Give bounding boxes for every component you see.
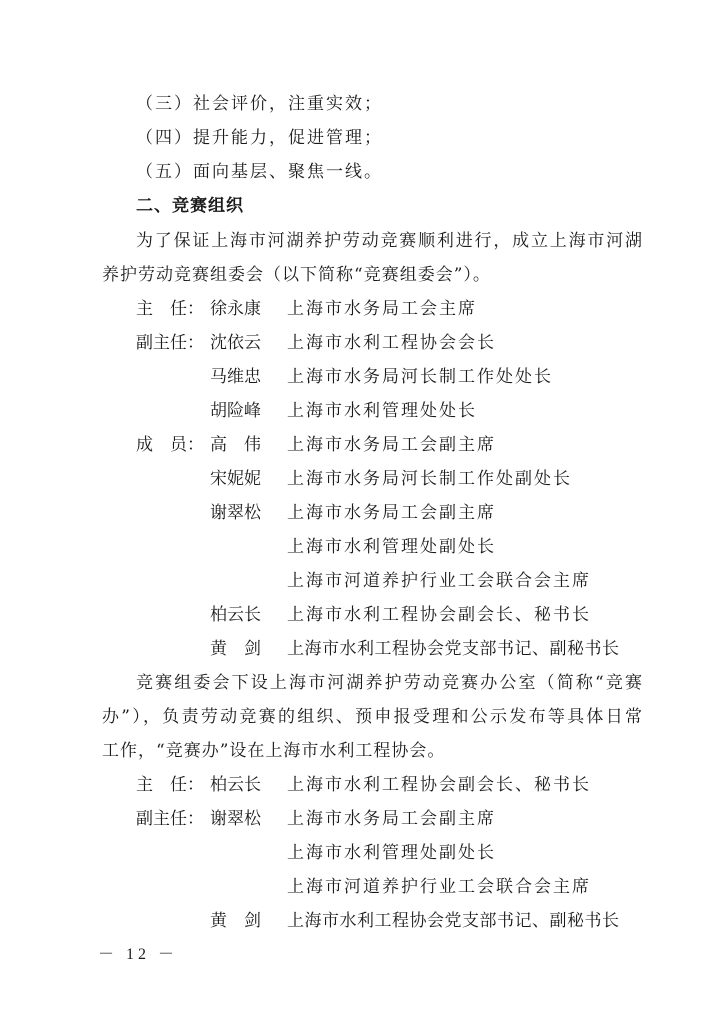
committee-deputy-title: 上海市水利管理处处长 bbox=[287, 401, 477, 421]
principle-three: （三）社会评价，注重实效； bbox=[136, 94, 383, 114]
committee-deputy-role: 副主任： bbox=[136, 333, 204, 353]
committee-member-title: 上海市水务局工会副主席 bbox=[287, 435, 496, 455]
office-deputy-name: 谢翠松 bbox=[210, 809, 261, 829]
committee-member-title: 上海市水务局河长制工作处副处长 bbox=[287, 469, 572, 489]
paragraph2-line2: 办”），负责劳动竞赛的组织、预申报受理和公示发布等具体日常 bbox=[102, 707, 642, 727]
committee-member-title: 上海市水务局工会副主席 bbox=[287, 503, 496, 523]
principle-five: （五）面向基层、聚焦一线。 bbox=[136, 162, 383, 182]
office-deputy-title: 上海市水利工程协会党支部书记、副秘书长 bbox=[287, 911, 620, 931]
committee-member-title: 上海市水利管理处副处长 bbox=[287, 537, 496, 557]
section-heading: 二、竞赛组织 bbox=[136, 196, 244, 216]
committee-member-title: 上海市水利工程协会副会长、秘书长 bbox=[287, 605, 591, 625]
office-deputy-title: 上海市河道养护行业工会联合会主席 bbox=[287, 877, 591, 897]
committee-member-name: 黄 剑 bbox=[210, 639, 261, 659]
office-deputy-role: 副主任： bbox=[136, 809, 204, 829]
paragraph2-line3: 工作，“竞赛办”设在上海市水利工程协会。 bbox=[102, 741, 446, 761]
office-deputy-name: 黄 剑 bbox=[210, 911, 261, 931]
committee-deputy-name: 马维忠 bbox=[210, 367, 261, 387]
office-deputy-title: 上海市水利管理处副处长 bbox=[287, 843, 496, 863]
paragraph1-line2: 养护劳动竞赛组委会（以下简称“竞赛组委会”）。 bbox=[102, 265, 491, 285]
committee-member-name: 谢翠松 bbox=[210, 503, 261, 523]
page-number: － 12 － bbox=[98, 946, 179, 963]
committee-member-title: 上海市水利工程协会党支部书记、副秘书长 bbox=[287, 639, 620, 659]
committee-deputy-title: 上海市水务局河长制工作处处长 bbox=[287, 367, 553, 387]
office-director-name: 柏云长 bbox=[210, 775, 261, 795]
office-director-role: 主 任： bbox=[136, 775, 204, 795]
committee-member-name: 柏云长 bbox=[210, 605, 261, 625]
office-director-title: 上海市水利工程协会副会长、秘书长 bbox=[287, 775, 591, 795]
paragraph2-line1: 竞赛组委会下设上海市河湖养护劳动竞赛办公室（简称“竞赛 bbox=[136, 673, 642, 693]
committee-deputy-name: 沈依云 bbox=[210, 333, 261, 353]
committee-member-role: 成 员： bbox=[136, 435, 204, 455]
committee-member-title: 上海市河道养护行业工会联合会主席 bbox=[287, 571, 591, 591]
committee-director-role: 主 任： bbox=[136, 299, 204, 319]
committee-deputy-name: 胡险峰 bbox=[210, 401, 261, 421]
paragraph1-line1: 为了保证上海市河湖养护劳动竞赛顺利进行，成立上海市河湖 bbox=[136, 231, 642, 251]
office-deputy-title: 上海市水务局工会副主席 bbox=[287, 809, 496, 829]
committee-director-title: 上海市水务局工会主席 bbox=[287, 299, 477, 319]
committee-member-name: 高 伟 bbox=[210, 435, 261, 455]
committee-deputy-title: 上海市水利工程协会会长 bbox=[287, 333, 496, 353]
principle-four: （四）提升能力，促进管理； bbox=[136, 128, 383, 148]
committee-member-name: 宋妮妮 bbox=[210, 469, 261, 489]
committee-director-name: 徐永康 bbox=[210, 299, 261, 319]
